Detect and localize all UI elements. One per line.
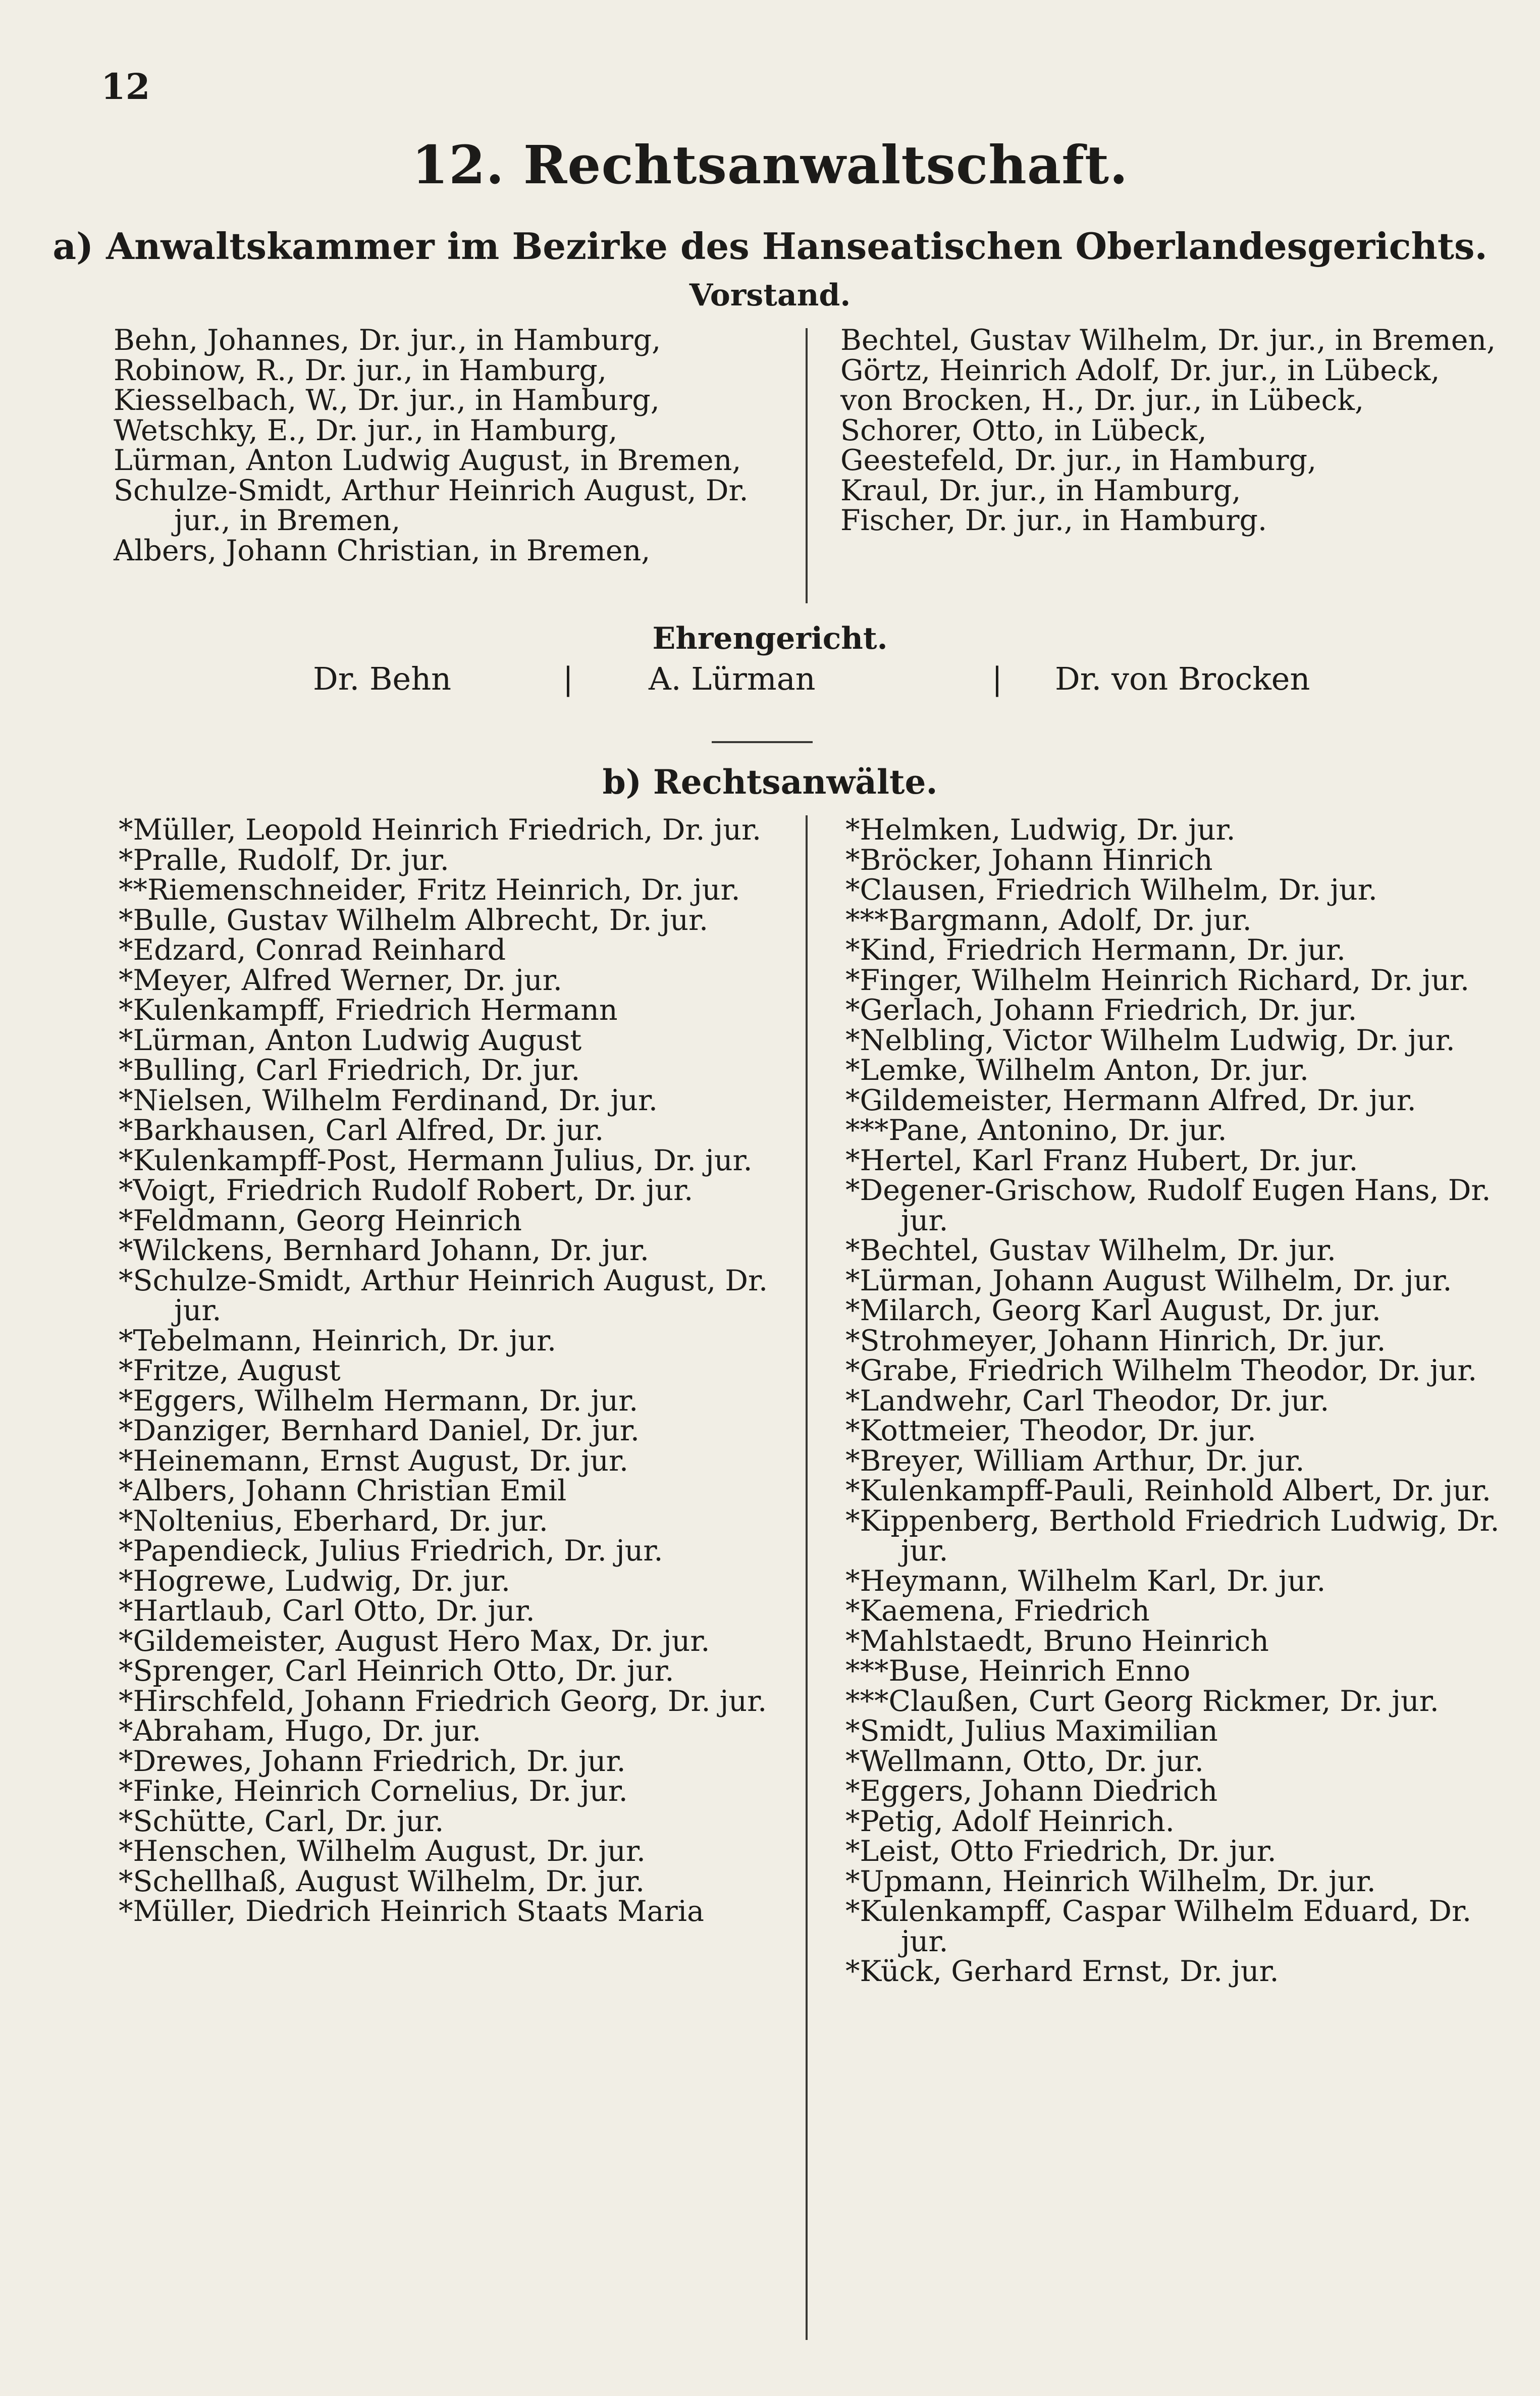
list-item: *Leist, Otto Friedrich, Dr. jur.: [845, 1835, 1277, 1868]
list-item: *Kottmeier, Theodor, Dr. jur.: [845, 1414, 1256, 1447]
section-divider: [712, 741, 813, 743]
list-item: Fischer, Dr. jur., in Hamburg.: [840, 504, 1267, 537]
list-item: *Lemke, Wilhelm Anton, Dr. jur.: [845, 1054, 1309, 1087]
chamber-title: a) Anwaltskammer im Bezirke des Hanseatischen Oberlandesgerichts.: [52, 225, 1488, 268]
list-item: *Upmann, Heinrich Wilhelm, Dr. jur.: [845, 1864, 1376, 1898]
list-item: ***Claußen, Curt Georg Rickmer, Dr. jur.: [845, 1684, 1439, 1718]
list-item: *Drewes, Johann Friedrich, Dr. jur.: [119, 1744, 626, 1778]
list-item: Lürman, Anton Ludwig August, in Bremen,: [114, 444, 741, 477]
list-item: *Gildemeister, August Hero Max, Dr. jur.: [119, 1624, 710, 1658]
list-item: *Lürman, Johann August Wilhelm, Dr. jur.: [845, 1264, 1452, 1297]
list-item: *Voigt, Friedrich Rudolf Robert, Dr. jur.: [119, 1174, 694, 1207]
list-item: *Strohmeyer, Johann Hinrich, Dr. jur.: [845, 1324, 1386, 1358]
list-item: Geestefeld, Dr. jur., in Hamburg,: [840, 444, 1317, 477]
list-item: Schulze-Smidt, Arthur Heinrich August, Dr. jur., in Bremen,: [114, 474, 749, 537]
list-item: Kraul, Dr. jur., in Hamburg,: [840, 474, 1241, 507]
list-item: *Clausen, Friedrich Wilhelm, Dr. jur.: [845, 873, 1377, 907]
lawyers-right-list: [840, 815, 1504, 1987]
section-title: 12. Rechtsanwaltschaft.: [411, 134, 1129, 196]
lawyers-column-divider: [806, 815, 808, 2340]
list-item: *Pralle, Rudolf, Dr. jur.: [119, 843, 449, 877]
list-item: *Kück, Gerhard Ernst, Dr. jur.: [845, 1955, 1279, 1988]
list-item: *Degener-Grischow, Rudolf Eugen Hans, Dr. jur.: [845, 1174, 1491, 1237]
list-item: *Kulenkampff-Post, Hermann Julius, Dr. jur.: [119, 1143, 753, 1177]
list-item: Wetschky, E., Dr. jur., in Hamburg,: [114, 413, 618, 447]
list-item: *Nielsen, Wilhelm Ferdinand, Dr. jur.: [119, 1083, 658, 1117]
list-item: Bechtel, Gustav Wilhelm, Dr. jur., in Bremen,: [840, 324, 1496, 357]
list-item: *Meyer, Alfred Werner, Dr. jur.: [119, 963, 562, 997]
list-item: *Gildemeister, Hermann Alfred, Dr. jur.: [845, 1083, 1416, 1117]
honor-court-member-2: A. Lürman: [649, 660, 816, 697]
honor-court-row: [0, 660, 1540, 701]
list-item: *Barkhausen, Carl Alfred, Dr. jur.: [119, 1114, 604, 1147]
list-item: Schorer, Otto, in Lübeck,: [840, 413, 1207, 447]
list-item: *Kind, Friedrich Hermann, Dr. jur.: [845, 933, 1346, 967]
list-item: **Riemenschneider, Fritz Heinrich, Dr. jur.: [119, 873, 740, 907]
lawyers-title: b) Rechtsanwälte.: [602, 762, 938, 802]
list-item: *Finke, Heinrich Cornelius, Dr. jur.: [119, 1775, 628, 1808]
list-item: *Nelbling, Victor Wilhelm Ludwig, Dr. jur.: [845, 1023, 1455, 1057]
list-item: *Helmken, Ludwig, Dr. jur.: [845, 813, 1236, 847]
list-item: *Milarch, Georg Karl August, Dr. jur.: [845, 1294, 1381, 1327]
board-column-divider: [806, 328, 808, 603]
honor-court-separator: |: [992, 660, 1002, 697]
list-item: *Papendieck, Julius Friedrich, Dr. jur.: [119, 1534, 663, 1568]
list-item: von Brocken, H., Dr. jur., in Lübeck,: [840, 384, 1364, 417]
list-item: *Sprenger, Carl Heinrich Otto, Dr. jur.: [119, 1654, 674, 1688]
list-item: *Müller, Diedrich Heinrich Staats Maria: [119, 1895, 704, 1928]
list-item: ***Pane, Antonino, Dr. jur.: [845, 1114, 1227, 1147]
list-item: *Gerlach, Johann Friedrich, Dr. jur.: [845, 994, 1357, 1027]
list-item: *Hartlaub, Carl Otto, Dr. jur.: [119, 1594, 535, 1628]
list-item: *Kaemena, Friedrich: [845, 1594, 1150, 1628]
list-item: *Hogrewe, Ludwig, Dr. jur.: [119, 1564, 510, 1598]
list-item: *Feldmann, Georg Heinrich: [119, 1204, 522, 1237]
list-item: *Eggers, Johann Diedrich: [845, 1775, 1218, 1808]
list-item: *Kippenberg, Berthold Friedrich Ludwig, Dr. jur.: [845, 1504, 1500, 1568]
list-item: *Albers, Johann Christian Emil: [119, 1474, 567, 1507]
honor-court-separator: |: [563, 660, 573, 697]
list-item: *Noltenius, Eberhard, Dr. jur.: [119, 1504, 548, 1538]
list-item: *Danziger, Bernhard Daniel, Dr. jur.: [119, 1414, 640, 1447]
page-number: 12: [101, 66, 150, 108]
list-item: *Lürman, Anton Ludwig August: [119, 1023, 582, 1057]
list-item: Behn, Johannes, Dr. jur., in Hamburg,: [114, 324, 661, 357]
board-heading: Vorstand.: [689, 278, 851, 313]
list-item: *Schütte, Carl, Dr. jur.: [119, 1804, 444, 1838]
list-item: Kiesselbach, W., Dr. jur., in Hamburg,: [114, 384, 660, 417]
list-item: *Edzard, Conrad Reinhard: [119, 933, 506, 967]
list-item: *Kulenkampff, Caspar Wilhelm Eduard, Dr. jur.: [845, 1895, 1472, 1958]
lawyers-left-list: [114, 815, 792, 1927]
list-item: *Schulze-Smidt, Arthur Heinrich August, Dr. jur.: [119, 1264, 768, 1327]
list-item: *Kulenkampff, Friedrich Hermann: [119, 994, 618, 1027]
list-item: Robinow, R., Dr. jur., in Hamburg,: [114, 353, 607, 387]
list-item: *Tebelmann, Heinrich, Dr. jur.: [119, 1324, 557, 1358]
list-item: *Bechtel, Gustav Wilhelm, Dr. jur.: [845, 1234, 1336, 1267]
list-item: *Schellhaß, August Wilhelm, Dr. jur.: [119, 1864, 645, 1898]
list-item: *Landwehr, Carl Theodor, Dr. jur.: [845, 1384, 1330, 1418]
list-item: *Eggers, Wilhelm Hermann, Dr. jur.: [119, 1384, 639, 1418]
list-item: *Müller, Leopold Heinrich Friedrich, Dr. jur.: [119, 813, 762, 847]
list-item: *Henschen, Wilhelm August, Dr. jur.: [119, 1835, 646, 1868]
list-item: *Abraham, Hugo, Dr. jur.: [119, 1714, 482, 1748]
list-item: Albers, Johann Christian, in Bremen,: [114, 534, 651, 567]
list-item: *Bulling, Carl Friedrich, Dr. jur.: [119, 1054, 580, 1087]
list-item: *Breyer, William Arthur, Dr. jur.: [845, 1444, 1305, 1478]
list-item: *Bröcker, Johann Hinrich: [845, 843, 1213, 877]
list-item: *Mahlstaedt, Bruno Heinrich: [845, 1624, 1269, 1658]
list-item: *Bulle, Gustav Wilhelm Albrecht, Dr. jur.: [119, 903, 709, 937]
list-item: *Heinemann, Ernst August, Dr. jur.: [119, 1444, 629, 1478]
list-item: *Wellmann, Otto, Dr. jur.: [845, 1744, 1204, 1778]
board-right-list: [840, 326, 1504, 536]
list-item: *Grabe, Friedrich Wilhelm Theodor, Dr. jur.: [845, 1354, 1477, 1387]
honor-court-member-3: Dr. von Brocken: [1055, 660, 1310, 697]
list-item: *Wilckens, Bernhard Johann, Dr. jur.: [119, 1234, 649, 1267]
list-item: *Smidt, Julius Maximilian: [845, 1714, 1218, 1748]
honor-court-member-1: Dr. Behn: [313, 660, 452, 697]
honor-court-heading: Ehrengericht.: [652, 621, 888, 656]
list-item: *Hirschfeld, Johann Friedrich Georg, Dr. jur.: [119, 1684, 767, 1718]
list-item: ***Buse, Heinrich Enno: [845, 1654, 1191, 1688]
list-item: *Fritze, August: [119, 1354, 341, 1387]
list-item: *Finger, Wilhelm Heinrich Richard, Dr. jur.: [845, 963, 1470, 997]
list-item: Görtz, Heinrich Adolf, Dr. jur., in Lübeck,: [840, 353, 1440, 387]
list-item: *Heymann, Wilhelm Karl, Dr. jur.: [845, 1564, 1326, 1598]
list-item: *Petig, Adolf Heinrich.: [845, 1804, 1175, 1838]
list-item: *Hertel, Karl Franz Hubert, Dr. jur.: [845, 1143, 1358, 1177]
list-item: *Kulenkampff-Pauli, Reinhold Albert, Dr. jur.: [845, 1474, 1492, 1507]
board-left-list: [114, 326, 792, 566]
list-item: ***Bargmann, Adolf, Dr. jur.: [845, 903, 1252, 937]
